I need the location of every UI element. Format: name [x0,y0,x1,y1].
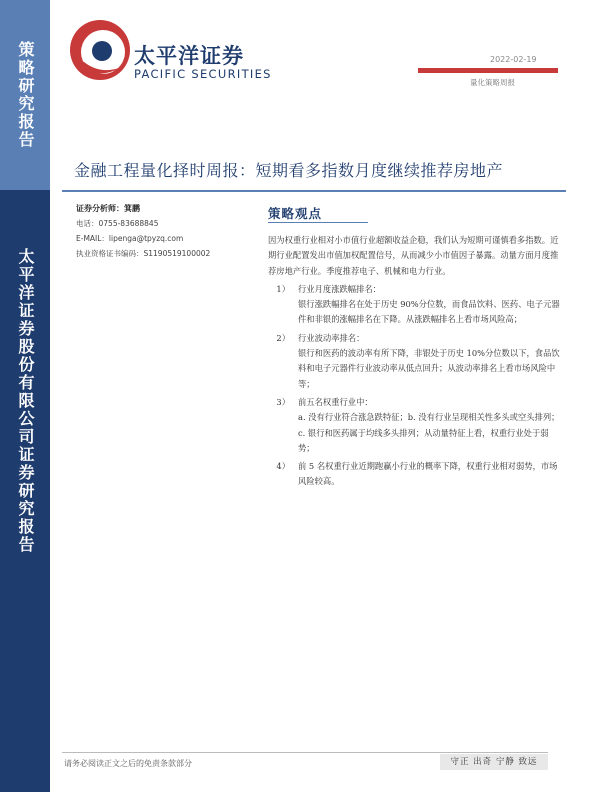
strategy-view-body [268,233,564,490]
list-item-number: 1） [276,283,290,294]
sidebar-category-block [0,0,50,190]
list-item [268,331,564,346]
strategy-intro: 因为权重行业相对小市值行业超额收益企稳，我们认为短期可谨慎看多指数。近期行业配置发出市值加权配置信号，从而减少小市值因子暴露。动量方面月度推荐房地产行业。季度推荐电子、机械和电力行业。 [268,235,559,276]
list-item-head: 行业月度涨跌幅排名： [298,283,381,294]
strategy-view-divider [268,222,368,223]
report-title: 金融工程量化择时周报：短期看多指数月度继续推荐房地产 [74,161,504,180]
analyst-email[interactable]: E-MAIL：lipenga@tpyzq.com [76,234,184,243]
analyst-info [76,201,246,261]
report-date: 2022-02-19 [490,55,537,64]
analyst-label: 证券分析师： [76,204,124,213]
list-item [268,459,564,490]
list-item [268,395,564,410]
footer-motto: 守正 出奇 宁静 致远 [440,754,548,770]
list-item-head: 前五名权重行业中： [298,396,373,407]
list-item [268,282,564,297]
sidebar-category-text: 策略研究报告 [16,41,35,149]
analyst-license: 执业资格证书编码：S1190519100002 [76,249,211,258]
analyst-name: 箕鹏 [124,204,140,213]
analyst-phone: 电话：0755-83688845 [76,219,159,228]
report-type: 量化策略周报 [470,78,515,87]
list-item-text: 银行和医药的波动率有所下降，非银处于历史 10%分位数以下，食品饮料和电子元器件行业波动率从低点回升；从波动率排名上看市场风险中等； [298,348,560,389]
sidebar-company-block [0,190,50,792]
strategy-view-heading: 策略观点 [268,206,323,221]
brand-name-cn: 太平洋证券 [134,44,244,68]
list-item-number: 2） [276,332,290,343]
footer-divider [62,752,548,753]
sidebar-company-text: 太平洋证券股份有限公司证券研究报告 [16,248,35,554]
list-item-number: 4） [276,461,290,472]
list-item-head: 行业波动率排名： [298,332,365,343]
list-item-head: 前 5 名权重行业近期跑赢小行业的概率下降，权重行业相对弱势，市场风险较高。 [298,461,558,487]
brand-name-en: PACIFIC SECURITIES [134,67,272,81]
header-accent-bar [418,68,558,73]
title-divider [62,190,566,192]
list-item-text: a. 没有行业符合涨急跌特征；b. 没有行业呈现相关性多头或空头排列；c. 银行和医药属于均线多头排列；从动量特征上看，权重行业处于弱势； [298,412,560,453]
list-item-number: 3） [276,396,290,407]
footer-disclaimer: 请务必阅读正文之后的免责条款部分 [64,759,192,768]
sidebar [0,0,50,792]
list-item-text: 银行涨跌幅排名在处于历史 90%分位数，而食品饮料、医药、电子元器件和非银的涨幅排名在下降。从涨跌幅排名上看市场风险高； [298,299,560,325]
